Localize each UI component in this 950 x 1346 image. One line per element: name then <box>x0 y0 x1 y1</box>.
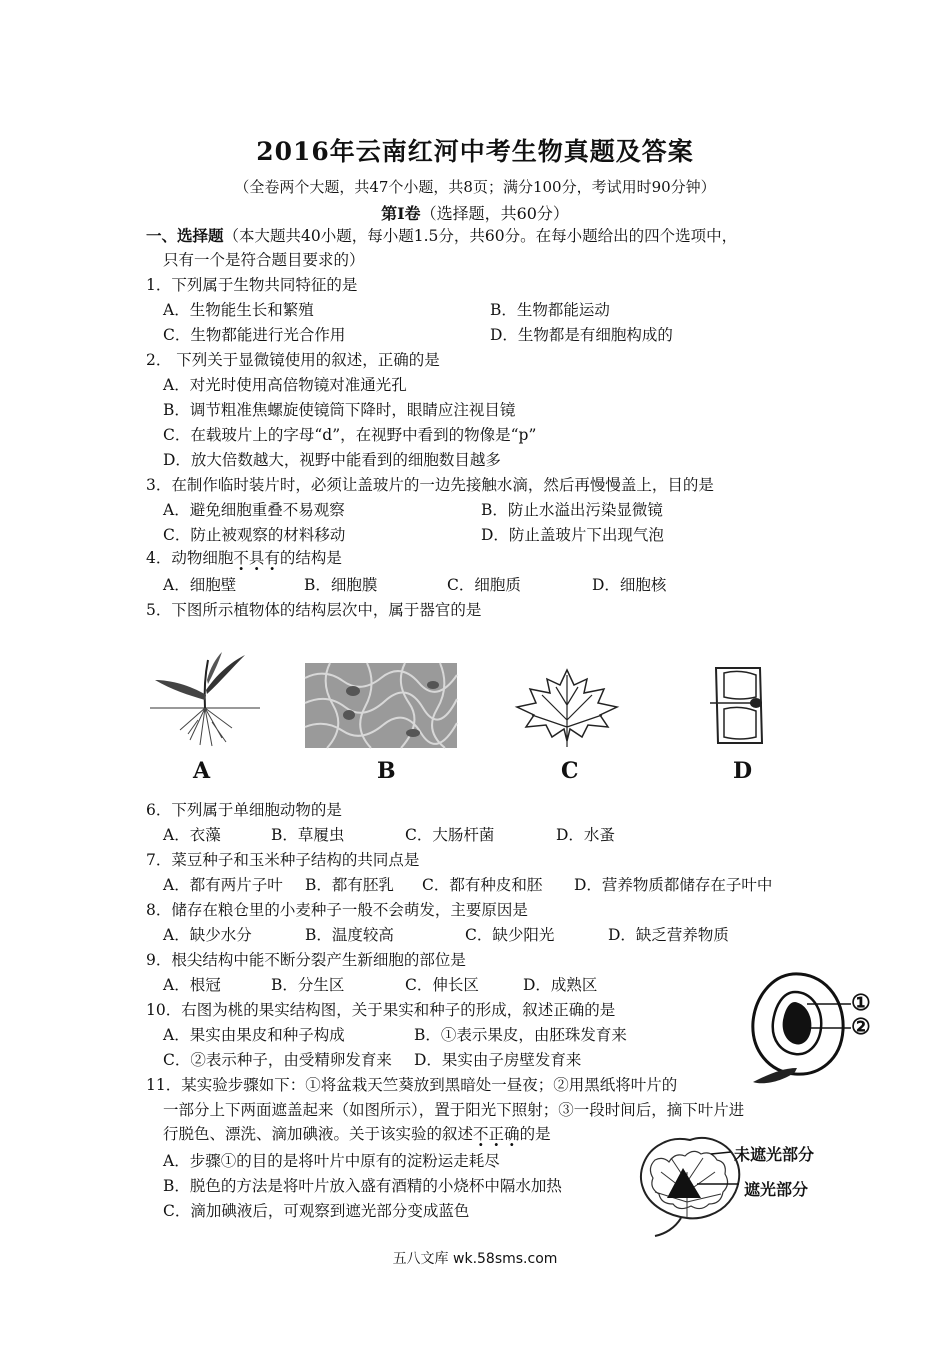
q3-option-a: A．避免细胞重叠不易观察 <box>163 501 345 519</box>
q2-option-a: A．对光时使用高倍物镜对准通光孔 <box>163 376 407 394</box>
label-shaded-part: 遮光部分 <box>744 1180 809 1199</box>
q11-stem-3 <box>163 1124 551 1144</box>
q4-option-d: D．细胞核 <box>592 576 667 594</box>
q2-option-c: C．在载玻片上的字母“d”，在视野中看到的物像是“p” <box>163 426 537 444</box>
figure-label-a: A <box>193 758 211 784</box>
q10-option-c: C．②表示种子，由受精卵发育来 <box>163 1051 392 1069</box>
seedling-figure <box>150 650 260 750</box>
q11-emphasis-1: 不 <box>473 1125 489 1143</box>
label-unshaded-part: 未遮光部分 <box>734 1145 815 1164</box>
figure-label-c: C <box>561 758 579 784</box>
q4-stem-post: 的结构是 <box>279 549 342 567</box>
q1-option-d: D．生物都是有细胞构成的 <box>490 326 673 344</box>
part-label: 第Ⅰ卷 <box>381 204 421 223</box>
q1-option-c: C．生物都能进行光合作用 <box>163 326 346 344</box>
q3-stem: 3．在制作临时装片时，必须让盖玻片的一边先接触水滴，然后再慢慢盖上，目的是 <box>146 476 714 494</box>
geranium-leaf-figure <box>635 1132 745 1240</box>
q3-option-b: B．防止水溢出污染显微镜 <box>481 501 663 519</box>
q4-stem-pre: 4．动物细胞 <box>146 549 234 567</box>
q4-option-a: A．细胞壁 <box>163 576 237 594</box>
q7-option-b: B．都有胚乳 <box>305 876 394 894</box>
section-heading <box>146 226 737 246</box>
q2-option-b: B．调节粗准焦螺旋使镜筒下降时，眼睛应注视目镜 <box>163 401 516 419</box>
q2-stem: 2． 下列关于显微镜使用的叙述，正确的是 <box>146 351 440 369</box>
q4-emphasis-1: 不 <box>233 549 249 567</box>
q1-option-a: A．生物能生长和繁殖 <box>163 301 314 319</box>
q11-option-c: C．滴加碘液后，可观察到遮光部分变成蓝色 <box>163 1202 470 1220</box>
q10-option-d: D．果实由子房壁发育来 <box>414 1051 582 1069</box>
leaf-figure <box>512 665 622 750</box>
peach-marker-1: ① <box>851 990 871 1016</box>
q11-option-a: A．步骤①的目的是将叶片中原有的淀粉运走耗尽 <box>163 1152 500 1170</box>
q2-option-d: D．放大倍数越大，视野中能看到的细胞数目越多 <box>163 451 501 469</box>
q6-option-c: C．大肠杆菌 <box>405 826 495 844</box>
q11-stem-2: 一部分上下两面遮盖起来（如图所示），置于阳光下照射；③一段时间后，摘下叶片进 <box>163 1101 745 1119</box>
q1-option-b: B．生物都能运动 <box>490 301 610 319</box>
q7-stem: 7．菜豆种子和玉米种子结构的共同点是 <box>146 851 420 869</box>
q3-option-c: C．防止被观察的材料移动 <box>163 526 346 544</box>
q7-option-a: A．都有两片子叶 <box>163 876 283 894</box>
q4-emphasis-2: 具 <box>248 549 265 567</box>
exam-info: （全卷两个大题，共47个小题，共8页；满分100分，考试用时90分钟） <box>234 178 716 196</box>
q4-stem <box>146 548 342 568</box>
q3-option-d: D．防止盖玻片下出现气泡 <box>481 526 664 544</box>
q9-option-a: A．根冠 <box>163 976 221 994</box>
q10-option-a: A．果实由果皮和种子构成 <box>163 1026 345 1044</box>
q11-option-b: B．脱色的方法是将叶片放入盛有酒精的小烧杯中隔水加热 <box>163 1177 562 1195</box>
section-desc: （本大题共40小题，每小题1.5分，共60分。在每小题给出的四个选项中， <box>223 227 738 245</box>
figure-label-b: B <box>377 758 396 784</box>
q4-emphasis-3: 有 <box>264 549 280 567</box>
q6-option-b: B．草履虫 <box>271 826 345 844</box>
q8-option-b: B．温度较高 <box>305 926 394 944</box>
page-title: 2016年云南红河中考生物真题及答案 <box>256 137 694 166</box>
q8-stem: 8．储存在粮仓里的小麦种子一般不会萌发，主要原因是 <box>146 901 528 919</box>
q8-option-d: D．缺乏营养物质 <box>608 926 729 944</box>
q9-option-b: B．分生区 <box>271 976 345 994</box>
q9-option-c: C．伸长区 <box>405 976 479 994</box>
footer-watermark: 五八文库 wk.58sms.com <box>392 1251 558 1267</box>
q11-emphasis-2: 正 <box>488 1125 505 1143</box>
q7-option-c: C．都有种皮和胚 <box>422 876 543 894</box>
section-desc-cont: 只有一个是符合题目要求的） <box>163 251 365 269</box>
q11-emphasis-3: 确 <box>504 1125 520 1143</box>
q11-stem-3-post: 的是 <box>519 1125 551 1143</box>
q7-option-d: D．营养物质都储存在子叶中 <box>574 876 773 894</box>
q8-option-a: A．缺少水分 <box>163 926 252 944</box>
q1-stem: 1．下列属于生物共同特征的是 <box>146 276 358 294</box>
q8-option-c: C．缺少阳光 <box>465 926 555 944</box>
q9-stem: 9．根尖结构中能不断分裂产生新细胞的部位是 <box>146 951 466 969</box>
q5-stem: 5．下图所示植物体的结构层次中，属于器官的是 <box>146 601 482 619</box>
q10-stem: 10．右图为桃的果实结构图，关于果实和种子的形成，叙述正确的是 <box>146 1001 616 1019</box>
q11-stem-3-pre: 行脱色、漂洗、滴加碘液。关于该实验的叙述 <box>163 1125 474 1143</box>
peach-marker-2: ② <box>851 1014 871 1040</box>
part-heading <box>0 201 950 224</box>
q6-option-d: D．水蚤 <box>556 826 615 844</box>
q9-option-d: D．成熟区 <box>523 976 598 994</box>
cell-figure <box>710 663 770 748</box>
q6-option-a: A．衣藻 <box>163 826 221 844</box>
section-label: 一、选择题 <box>146 226 224 245</box>
q4-option-b: B．细胞膜 <box>304 576 378 594</box>
figure-label-d: D <box>733 758 753 784</box>
tissue-figure <box>305 663 457 748</box>
q6-stem: 6．下列属于单细胞动物的是 <box>146 801 342 819</box>
q10-option-b: B．①表示果皮，由胚珠发育来 <box>414 1026 627 1044</box>
part-desc: （选择题，共60分） <box>420 204 569 223</box>
q11-stem-1: 11．某实验步骤如下：①将盆栽天竺葵放到黑暗处一昼夜；②用黑纸将叶片的 <box>146 1076 678 1094</box>
q4-option-c: C．细胞质 <box>447 576 521 594</box>
